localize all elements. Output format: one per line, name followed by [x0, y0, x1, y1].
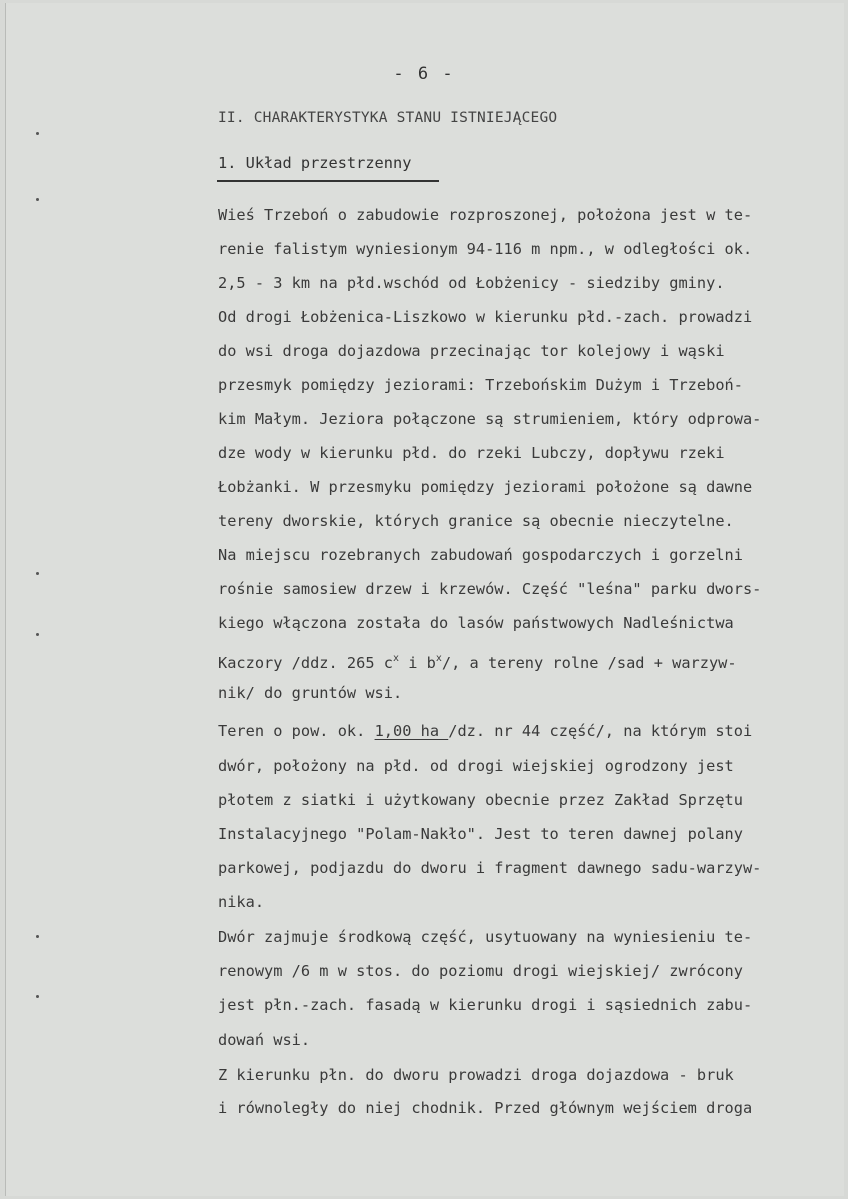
body-line: parkowej, podjazdu do dworu i fragment dawnego sadu-warzyw- [218, 859, 762, 877]
body-line: dze wody w kierunku płd. do rzeki Lubczy, dopływu rzeki [218, 444, 725, 462]
body-line: przesmyk pomiędzy jeziorami: Trzebońskim Dużym i Trzeboń- [218, 376, 743, 394]
body-line: kiego włączona została do lasów państwowych Nadleśnictwa [218, 614, 734, 632]
body-line [218, 722, 752, 740]
body-line: renie falistym wyniesionym 94-116 m npm., w odległości ok. [218, 240, 753, 258]
text-run: Teren o pow. ok. [218, 722, 375, 740]
text-run: Kaczory /ddz. 265 c [218, 654, 393, 672]
body-line: Instalacyjnego "Polam-Nakło". Jest to teren dawnej polany [218, 825, 743, 843]
page-number: - 6 - [393, 64, 455, 84]
subsection-heading: 1. Układ przestrzenny [218, 154, 412, 172]
body-line [218, 650, 737, 672]
section-heading: II. CHARAKTERYSTYKA STANU ISTNIEJĄCEGO [218, 110, 558, 126]
heading-underline [217, 180, 439, 182]
body-line: płotem z siatki i użytkowany obecnie przez Zakład Sprzętu [218, 791, 743, 809]
margin-mark [36, 995, 39, 998]
margin-mark [36, 198, 39, 201]
body-line: Wieś Trzeboń o zabudowie rozproszonej, położona jest w te- [218, 206, 753, 224]
body-line: kim Małym. Jeziora połączone są strumieniem, który odprowa- [218, 410, 762, 428]
body-line: 2,5 - 3 km na płd.wschód od Łobżenicy - siedziby gminy. [218, 274, 725, 292]
body-line: jest płn.-zach. fasadą w kierunku drogi i sąsiednich zabu- [218, 996, 753, 1014]
superscript: x [435, 653, 442, 664]
margin-mark [36, 132, 39, 135]
margin-mark [36, 633, 39, 636]
body-line: do wsi droga dojazdowa przecinając tor kolejowy i wąski [218, 342, 725, 360]
body-line: Z kierunku płn. do dworu prowadzi droga dojazdowa - bruk [218, 1066, 734, 1084]
body-line: dowań wsi. [218, 1031, 311, 1049]
body-line: nik/ do gruntów wsi. [218, 684, 403, 702]
body-line: nika. [218, 893, 265, 911]
margin-mark [36, 572, 39, 575]
text-run: /dz. nr 44 część/, na którym stoi [448, 722, 753, 740]
body-line: renowym /6 m w stos. do poziomu drogi wiejskiej/ zwrócony [218, 962, 743, 980]
superscript: x [392, 653, 400, 664]
body-line: Od drogi Łobżenica-Liszkowo w kierunku płd.-zach. prowadzi [218, 308, 753, 326]
body-line: Łobżanki. W przesmyku pomiędzy jeziorami położone są dawne [218, 478, 753, 496]
body-line: rośnie samosiew drzew i krzewów. Część "leśna" parku dwors- [218, 580, 762, 598]
text-run: /, a tereny rolne /sad + warzyw- [441, 654, 737, 672]
underlined-area: 1,00 ha [374, 722, 449, 740]
body-line: tereny dworskie, których granice są obecnie nieczytelne. [218, 512, 734, 530]
body-line: i równoległy do niej chodnik. Przed głównym wejściem droga [218, 1099, 753, 1117]
body-line: Na miejscu rozebranych zabudowań gospodarczych i gorzelni [218, 546, 743, 564]
body-line: dwór, położony na płd. od drogi wiejskiej ogrodzony jest [218, 757, 734, 775]
text-run: i b [399, 654, 436, 672]
margin-mark [36, 935, 39, 938]
body-line: Dwór zajmuje środkową część, usytuowany na wyniesieniu te- [218, 928, 753, 946]
